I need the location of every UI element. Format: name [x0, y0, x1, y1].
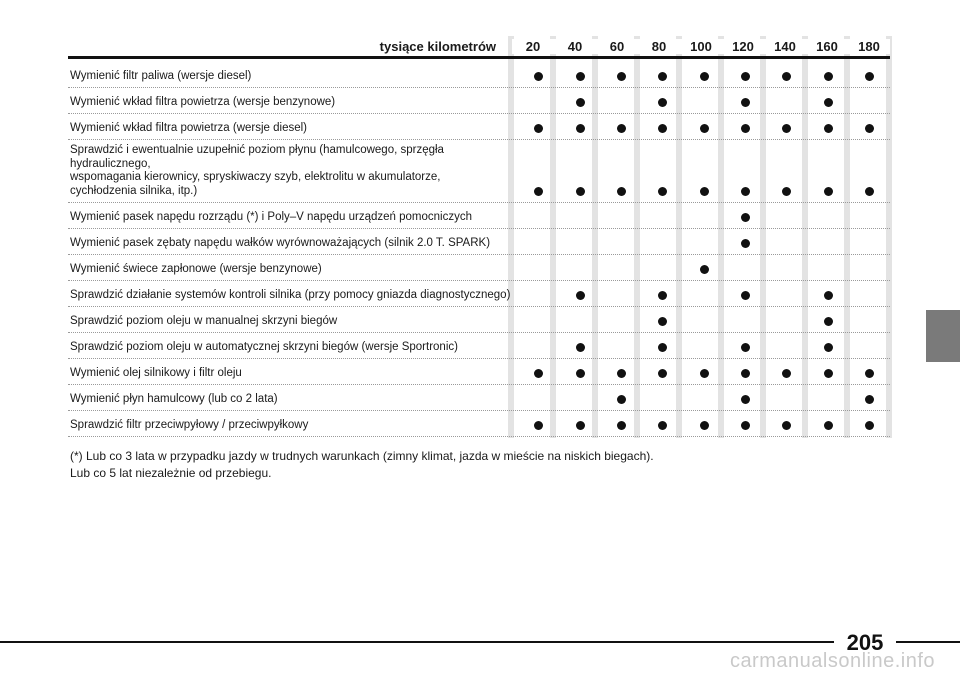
km-header-cell: 140: [764, 39, 806, 54]
service-mark-dot: [534, 72, 543, 81]
service-mark-dot: [658, 317, 667, 326]
interval-cell: [766, 121, 807, 135]
interval-cell: [766, 95, 807, 109]
interval-cell: [807, 340, 848, 354]
row-label: [68, 96, 518, 110]
interval-cell: [807, 95, 848, 109]
interval-cell: [518, 314, 559, 328]
km-header-cell: 60: [596, 39, 638, 54]
service-mark-dot: [576, 421, 585, 430]
row-label: [68, 419, 518, 433]
interval-cell: [807, 288, 848, 302]
service-mark-dot: [576, 291, 585, 300]
interval-cell: [518, 418, 559, 432]
table-row: [68, 88, 890, 114]
interval-cell: [849, 340, 890, 354]
interval-cell: [683, 366, 724, 380]
service-mark-dot: [741, 369, 750, 378]
interval-cell: [766, 184, 807, 198]
km-header-cell: 160: [806, 39, 848, 54]
interval-cell: [642, 340, 683, 354]
service-mark-dot: [576, 72, 585, 81]
interval-cell: [807, 392, 848, 406]
interval-cell: [518, 184, 559, 198]
interval-cell: [766, 392, 807, 406]
service-mark-dot: [534, 124, 543, 133]
row-label: [68, 393, 518, 407]
service-mark-dot: [617, 395, 626, 404]
service-mark-dot: [782, 421, 791, 430]
row-label-line: Wymienić wkład filtra powietrza (wersje diesel): [70, 121, 307, 134]
interval-cell: [807, 366, 848, 380]
table-row: [68, 307, 890, 333]
interval-cell: [642, 262, 683, 276]
service-mark-dot: [865, 124, 874, 133]
interval-cell: [642, 314, 683, 328]
table-row: [68, 255, 890, 281]
interval-cell: [559, 69, 600, 83]
interval-cell: [559, 418, 600, 432]
row-label: [68, 263, 518, 277]
table-row: [68, 62, 890, 88]
service-mark-dot: [658, 72, 667, 81]
interval-cell: [601, 314, 642, 328]
interval-cell: [518, 262, 559, 276]
service-mark-dot: [741, 124, 750, 133]
row-label: [68, 122, 518, 136]
page-number: 205: [834, 630, 896, 656]
interval-cell: [559, 236, 600, 250]
service-mark-dot: [741, 395, 750, 404]
interval-cell: [683, 340, 724, 354]
service-mark-dot: [658, 343, 667, 352]
service-mark-dot: [576, 343, 585, 352]
table-row: [68, 333, 890, 359]
service-mark-dot: [576, 124, 585, 133]
row-label-line: Wymienić pasek zębaty napędu wałków wyrównoważających (silnik 2.0 T. SPARK): [70, 236, 491, 249]
table-row: [68, 114, 890, 140]
interval-cell: [559, 340, 600, 354]
km-header-cell: 80: [638, 39, 680, 54]
table-row: [68, 229, 890, 255]
row-label-line: Wymienić olej silnikowy i filtr oleju: [70, 366, 242, 379]
service-mark-dot: [658, 369, 667, 378]
interval-cell: [807, 69, 848, 83]
interval-cell: [683, 314, 724, 328]
table-header: [68, 36, 890, 56]
service-mark-dot: [741, 72, 750, 81]
footnote-line-2: Lub co 5 lat niezależnie od przebiegu.: [70, 466, 272, 480]
service-mark-dot: [782, 369, 791, 378]
row-label-line: Wymienić świece zapłonowe (wersje benzynowe): [70, 262, 322, 275]
service-mark-dot: [741, 291, 750, 300]
row-label-line: Sprawdzić filtr przeciwpyłowy / przeciwpyłkowy: [70, 418, 309, 431]
service-mark-dot: [617, 124, 626, 133]
table-row: [68, 203, 890, 229]
service-mark-dot: [824, 317, 833, 326]
row-label-line: Sprawdzić poziom oleju w manualnej skrzyni biegów: [70, 314, 338, 327]
interval-cell: [642, 288, 683, 302]
interval-cell: [683, 418, 724, 432]
service-mark-dot: [824, 421, 833, 430]
interval-cell: [725, 184, 766, 198]
service-mark-dot: [700, 124, 709, 133]
interval-cell: [642, 418, 683, 432]
service-mark-dot: [824, 124, 833, 133]
interval-cell: [559, 184, 600, 198]
interval-cell: [518, 69, 559, 83]
interval-cell: [642, 69, 683, 83]
row-label: [68, 70, 518, 84]
table-row: [68, 385, 890, 411]
interval-cell: [766, 288, 807, 302]
service-mark-dot: [576, 187, 585, 196]
interval-cell: [849, 392, 890, 406]
service-mark-dot: [782, 187, 791, 196]
footnote-line-1: (*) Lub co 3 lata w przypadku jazdy w trudnych warunkach (zimny klimat, jazda w mieście na niskich biegach).: [70, 449, 654, 463]
interval-cell: [725, 262, 766, 276]
interval-cell: [642, 184, 683, 198]
service-mark-dot: [617, 72, 626, 81]
service-mark-dot: [865, 369, 874, 378]
interval-cell: [601, 366, 642, 380]
service-mark-dot: [782, 72, 791, 81]
service-mark-dot: [700, 72, 709, 81]
interval-cell: [849, 262, 890, 276]
service-mark-dot: [782, 124, 791, 133]
interval-cell: [766, 340, 807, 354]
header-title: tysiące kilometrów: [379, 38, 496, 54]
interval-cell: [766, 210, 807, 224]
km-header-cell: 20: [512, 39, 554, 54]
maintenance-table: [68, 62, 890, 437]
row-label-line: Sprawdzić poziom oleju w automatycznej skrzyni biegów (wersje Sportronic): [70, 340, 458, 353]
service-mark-dot: [700, 421, 709, 430]
service-mark-dot: [824, 343, 833, 352]
interval-cell: [849, 314, 890, 328]
interval-cell: [849, 69, 890, 83]
service-mark-dot: [741, 213, 750, 222]
service-mark-dot: [824, 98, 833, 107]
interval-cell: [725, 121, 766, 135]
interval-cell: [725, 392, 766, 406]
row-label: [68, 144, 518, 198]
service-mark-dot: [576, 98, 585, 107]
service-mark-dot: [824, 291, 833, 300]
interval-cell: [601, 340, 642, 354]
row-label: [68, 237, 518, 251]
interval-cell: [642, 210, 683, 224]
interval-cell: [683, 236, 724, 250]
footnote: [70, 448, 770, 482]
interval-cell: [559, 95, 600, 109]
interval-cell: [807, 418, 848, 432]
row-label-line: Sprawdzić i ewentualnie uzupełnić poziom płynu (hamulcowego, sprzęgła hydraulicznego,: [70, 144, 444, 170]
interval-cell: [766, 236, 807, 250]
service-mark-dot: [700, 187, 709, 196]
interval-cell: [683, 210, 724, 224]
service-mark-dot: [741, 239, 750, 248]
row-label-line: Wymienić filtr paliwa (wersje diesel): [70, 69, 252, 82]
interval-cell: [559, 121, 600, 135]
service-mark-dot: [576, 369, 585, 378]
interval-cell: [807, 314, 848, 328]
interval-cell: [849, 210, 890, 224]
interval-cell: [807, 262, 848, 276]
interval-cell: [642, 392, 683, 406]
row-label: [68, 367, 518, 381]
km-header-cell: 40: [554, 39, 596, 54]
interval-cell: [766, 418, 807, 432]
interval-cell: [849, 95, 890, 109]
service-mark-dot: [658, 291, 667, 300]
table-row: [68, 411, 890, 437]
interval-cell: [518, 340, 559, 354]
service-mark-dot: [700, 369, 709, 378]
interval-cell: [766, 366, 807, 380]
row-label: [68, 289, 518, 303]
service-mark-dot: [658, 98, 667, 107]
service-mark-dot: [741, 98, 750, 107]
interval-cell: [601, 288, 642, 302]
interval-cell: [559, 314, 600, 328]
interval-cell: [725, 95, 766, 109]
km-header-cell: 120: [722, 39, 764, 54]
row-label-line: Wymienić pasek napędu rozrządu (*) i Poly–V napędu urządzeń pomocniczych: [70, 210, 472, 223]
interval-cell: [807, 236, 848, 250]
interval-cell: [642, 366, 683, 380]
interval-cell: [518, 236, 559, 250]
interval-cell: [807, 184, 848, 198]
row-label-line: wspomagania kierownicy, spryskiwaczy szyb, elektrolitu w akumulatorze,: [70, 171, 441, 183]
interval-cell: [725, 340, 766, 354]
row-label-line: Wymienić płyn hamulcowy (lub co 2 lata): [70, 392, 278, 405]
service-mark-dot: [534, 369, 543, 378]
km-columns: [512, 39, 890, 54]
row-label: [68, 341, 518, 355]
interval-cell: [601, 184, 642, 198]
table-row: [68, 281, 890, 307]
table-row: [68, 140, 890, 203]
service-mark-dot: [534, 187, 543, 196]
interval-cell: [518, 210, 559, 224]
interval-cell: [725, 366, 766, 380]
interval-cell: [683, 288, 724, 302]
interval-cell: [725, 69, 766, 83]
row-label-line: Sprawdzić działanie systemów kontroli silnika (przy pomocy gniazda diagnostycznego): [70, 288, 511, 301]
service-mark-dot: [865, 187, 874, 196]
interval-cell: [518, 95, 559, 109]
interval-cell: [849, 366, 890, 380]
bottom-rule: [0, 641, 960, 643]
interval-cell: [559, 288, 600, 302]
service-mark-dot: [700, 265, 709, 274]
interval-cell: [559, 262, 600, 276]
interval-cell: [559, 366, 600, 380]
interval-cell: [601, 95, 642, 109]
interval-cell: [518, 392, 559, 406]
interval-cell: [725, 236, 766, 250]
row-label-line: Wymienić wkład filtra powietrza (wersje benzynowe): [70, 95, 336, 108]
interval-cell: [766, 314, 807, 328]
interval-cell: [807, 121, 848, 135]
service-mark-dot: [658, 124, 667, 133]
interval-cell: [518, 288, 559, 302]
interval-cell: [849, 288, 890, 302]
interval-cell: [601, 69, 642, 83]
service-mark-dot: [617, 187, 626, 196]
service-mark-dot: [824, 369, 833, 378]
interval-cell: [601, 121, 642, 135]
interval-cell: [683, 121, 724, 135]
km-header-cell: 180: [848, 39, 890, 54]
service-mark-dot: [617, 421, 626, 430]
service-mark-dot: [865, 72, 874, 81]
interval-cell: [766, 262, 807, 276]
service-mark-dot: [534, 421, 543, 430]
interval-cell: [849, 236, 890, 250]
km-header-cell: 100: [680, 39, 722, 54]
interval-cell: [601, 262, 642, 276]
service-mark-dot: [824, 187, 833, 196]
interval-cell: [559, 392, 600, 406]
service-mark-dot: [741, 343, 750, 352]
service-mark-dot: [658, 421, 667, 430]
row-label-line: cychłodzenia silnika, itp.): [70, 184, 198, 197]
watermark: carmanualsonline.info: [729, 650, 935, 672]
interval-cell: [559, 210, 600, 224]
interval-cell: [849, 418, 890, 432]
interval-cell: [601, 392, 642, 406]
interval-cell: [683, 184, 724, 198]
row-label: [68, 211, 518, 225]
interval-cell: [518, 366, 559, 380]
service-mark-dot: [865, 395, 874, 404]
service-mark-dot: [741, 421, 750, 430]
interval-cell: [683, 95, 724, 109]
service-mark-dot: [824, 72, 833, 81]
row-label: [68, 315, 518, 329]
interval-cell: [518, 121, 559, 135]
table-row: [68, 359, 890, 385]
interval-cell: [683, 392, 724, 406]
interval-cell: [725, 314, 766, 328]
header-rule: [68, 56, 890, 59]
interval-cell: [849, 184, 890, 198]
interval-cell: [807, 210, 848, 224]
interval-cell: [725, 210, 766, 224]
interval-cell: [642, 121, 683, 135]
interval-cell: [766, 69, 807, 83]
interval-cell: [725, 418, 766, 432]
service-mark-dot: [741, 187, 750, 196]
service-mark-dot: [658, 187, 667, 196]
interval-cell: [601, 210, 642, 224]
interval-cell: [601, 418, 642, 432]
interval-cell: [683, 262, 724, 276]
interval-cell: [849, 121, 890, 135]
interval-cell: [725, 288, 766, 302]
interval-cell: [642, 236, 683, 250]
interval-cell: [642, 95, 683, 109]
service-mark-dot: [865, 421, 874, 430]
service-mark-dot: [617, 369, 626, 378]
interval-cell: [601, 236, 642, 250]
interval-cell: [683, 69, 724, 83]
section-tab: [926, 310, 960, 362]
